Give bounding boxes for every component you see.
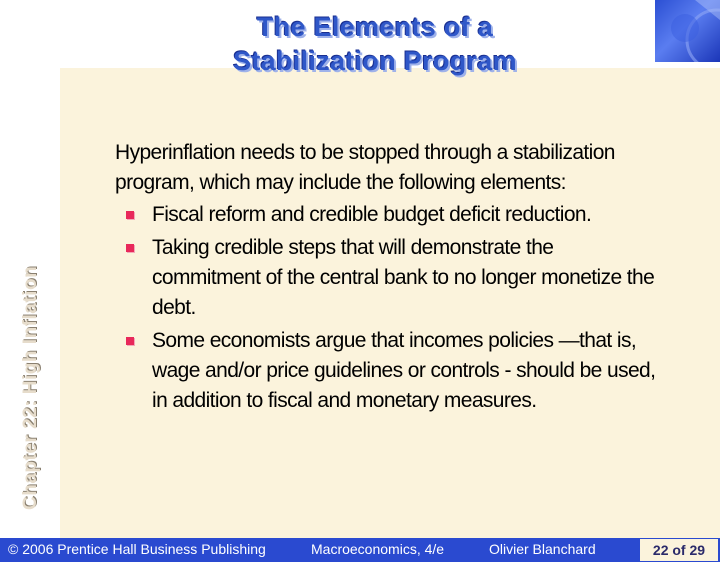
bullet-square-icon bbox=[126, 244, 134, 252]
bullet-square-icon bbox=[126, 211, 134, 219]
slide-title bbox=[150, 10, 600, 78]
title-line-2: Stabilization Program bbox=[233, 46, 517, 76]
footer-bar bbox=[0, 538, 720, 562]
intro-paragraph: Hyperinflation needs to be stopped through a stabilization program, which may include the following elements: bbox=[115, 141, 615, 194]
bullet-text: Fiscal reform and credible budget deficit reduction. bbox=[152, 203, 592, 226]
corner-decoration-graphic bbox=[655, 0, 720, 62]
bullet-list bbox=[115, 200, 660, 416]
slide-content bbox=[115, 138, 660, 419]
title-line-1: The Elements of a bbox=[256, 12, 494, 42]
list-item bbox=[115, 326, 660, 416]
chapter-side-label: Chapter 22: High Inflation bbox=[20, 265, 41, 510]
bullet-square-icon bbox=[126, 337, 134, 345]
footer-book-title: Macroeconomics, 4/e bbox=[311, 541, 445, 557]
list-item bbox=[115, 200, 660, 230]
footer-copyright: © 2006 Prentice Hall Business Publishing bbox=[8, 541, 266, 557]
list-item bbox=[115, 233, 660, 323]
bullet-text: Some economists argue that incomes policies —that is, wage and/or price guidelines or controls - should be used, in addition to fiscal and monetary measures. bbox=[152, 329, 656, 412]
bullet-text: Taking credible steps that will demonstrate the commitment of the central bank to no longer monetize the debt. bbox=[152, 236, 655, 319]
page-indicator: 22 of 29 bbox=[640, 539, 718, 561]
footer-author: Olivier Blanchard bbox=[489, 541, 596, 557]
